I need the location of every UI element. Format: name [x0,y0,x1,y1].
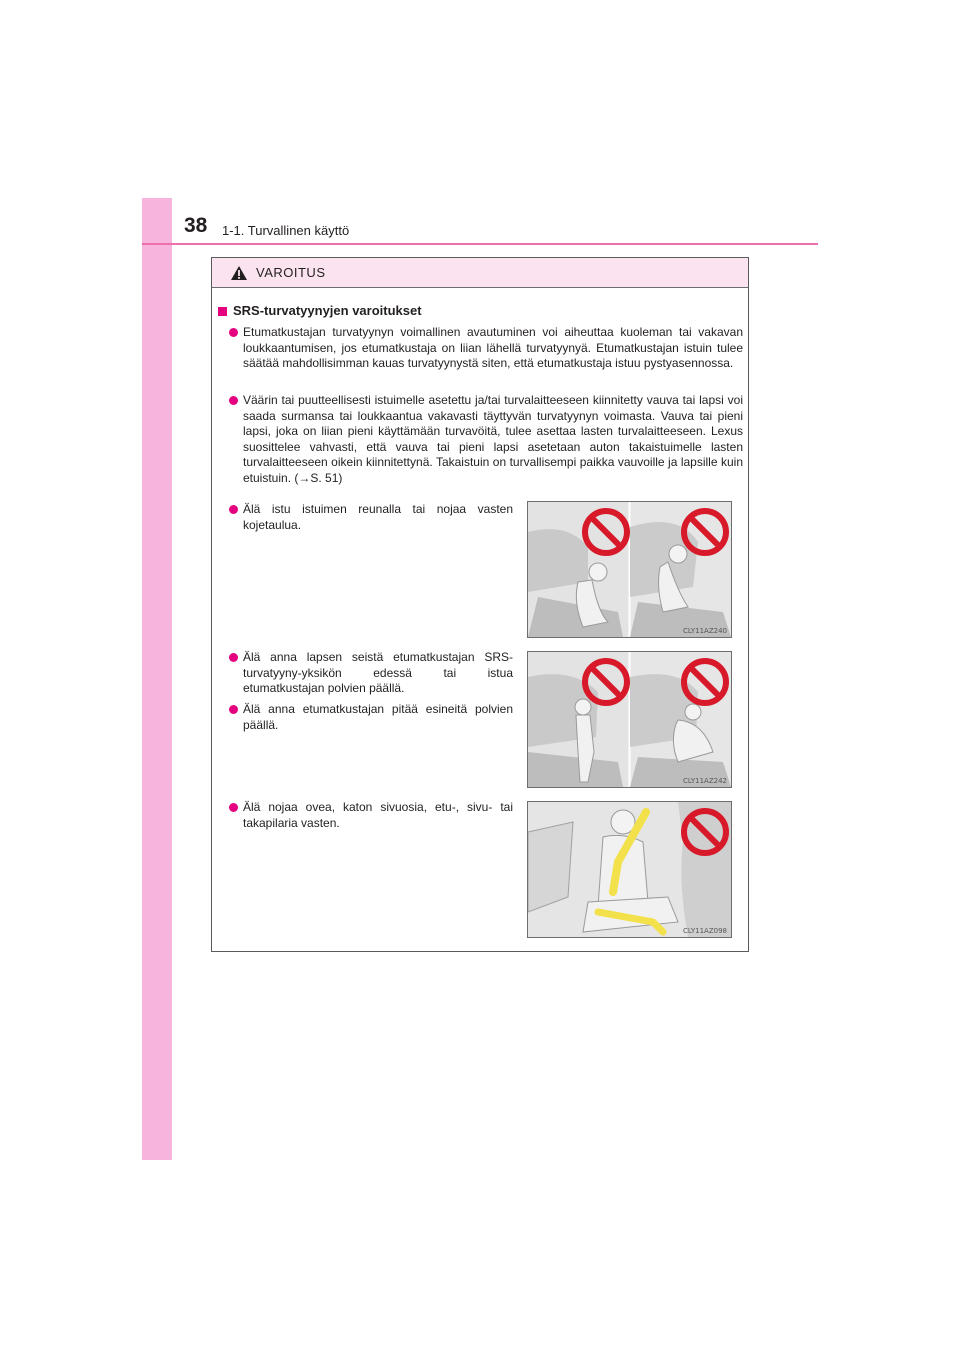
bullet-dot-icon [229,705,238,714]
illustration-code: CLY11AZ240 [683,627,727,635]
bullet-dot-icon [229,505,238,514]
bullet-dot-icon [229,328,238,337]
illustration-code: CLY11AZ242 [683,777,727,785]
warning-header [212,258,748,288]
bullet-text: Älä anna lapsen seistä etumatkustajan SRS-turvatyyny-yksikön edessä tai istua etumatkustajan polvien päällä. [243,650,513,696]
warning-triangle-icon [230,265,248,281]
bullet-item [243,502,513,533]
bullet-text: Älä istu istuimen reunalla tai nojaa vasten kojetaulua. [243,502,513,532]
bullet-text: Älä anna etumatkustajan pitää esineitä polvien päällä. [243,702,513,732]
warning-heading-text: SRS-turvatyynyjen varoitukset [233,303,422,318]
header-rule [142,243,818,245]
section-title: 1-1. Turvallinen käyttö [222,223,350,238]
bullet-text: Väärin tai puutteellisesti istuimelle asetettu ja/tai turvalaitteeseen kiinnitetty vauva tai lapsi voi saada surmansa tai loukkaantua vakavasti täyttyvän turvatyynyn voimasta. Vauva tai pieni lapsi, joka on liian pieni käyttämään turvavöitä, tulee asettaa lasten turvalaitteeseen. Lexus suosittelee vahvasti, että vauva tai pieni lapsi asetetaan auton takaistuimelle lasten turvalaitteeseen oikein kiinnitettynä. Takaistuin on turvallisempi paikka vauvoille ja lapsille kuin etuistuin. (→S. 51) [243,393,743,485]
illustration-dashboard-leaning [527,501,732,638]
warning-heading [218,303,422,319]
illustration-leaning-door [527,801,732,938]
bullet-text: Etumatkustajan turvatyynyn voimallinen avautuminen voi aiheuttaa kuoleman tai vakavan loukkaantumisen, jos etumatkustaja on liian lähellä turvatyynyä. Etumatkustajan istuin tulee säätää mahdollisimman kauas turvatyynystä siten, että etumatkustaja istuu pystyasennossa. [243,325,743,371]
side-color-band [142,198,172,1160]
bullet-item [243,800,513,831]
bullet-item [243,650,513,697]
bullet-dot-icon [229,396,238,405]
bullet-item [243,702,513,733]
bullet-text: Älä nojaa ovea, katon sivuosia, etu-, sivu- tai takapilaria vasten. [243,800,513,830]
illustration-code: CLY11AZ098 [683,927,727,935]
bullet-dot-icon [229,653,238,662]
illustration-child-airbag [527,651,732,788]
page-number: 38 [184,214,208,237]
bullet-item [243,393,743,487]
bullet-dot-icon [229,803,238,812]
square-bullet-icon [218,307,227,316]
warning-label: VAROITUS [256,264,326,280]
bullet-item [243,325,743,372]
warning-box [211,257,749,952]
